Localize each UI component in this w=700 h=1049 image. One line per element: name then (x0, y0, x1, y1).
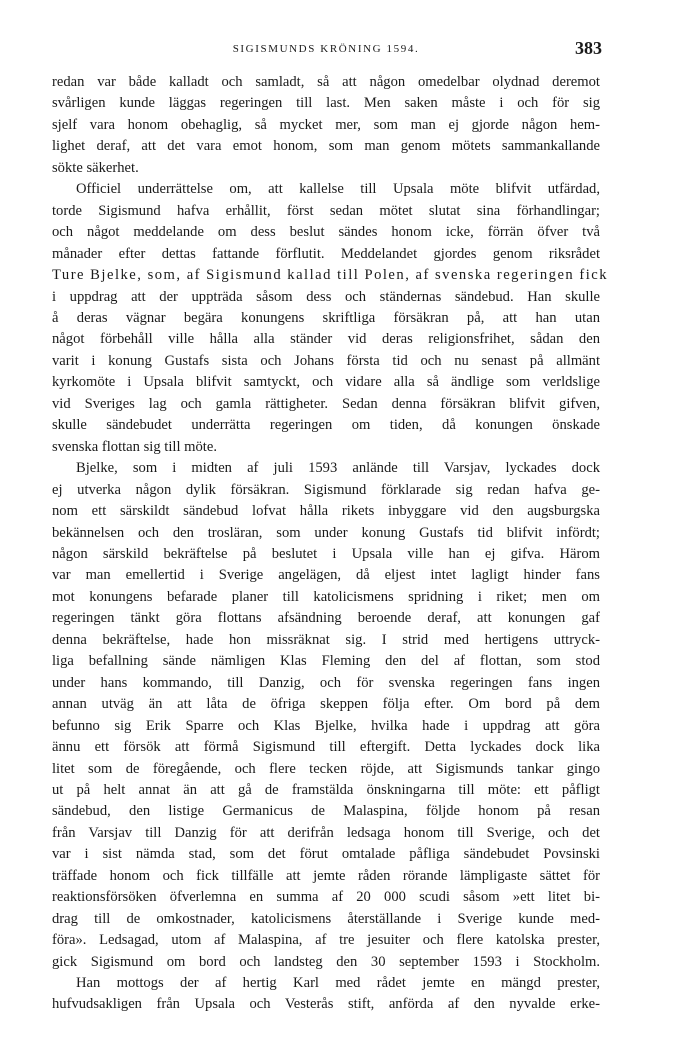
text-line: Han mottogs der af hertig Karl med rådet jemte en mängd prester, (76, 975, 600, 992)
book-page (52, 38, 609, 1016)
text-line: månader efter dettas fattande förflutit. Meddelandet gjordes genom riksrådet (52, 245, 600, 262)
page-header (52, 38, 600, 60)
text-line: var i sist nämda stad, som det förut omtalade påfliga sändebudet Povsinski (52, 846, 600, 863)
person-name: Ture Bjelke, som, af Sigismund kallad till Polen, af svenska regeringen fick (52, 267, 609, 284)
text-line: drag till de omkostnader, katolicismens återställande i Sverige kunde med- (52, 910, 600, 927)
text-line: från Varsjav till Danzig för att derifrån ledsaga honom till Sverige, och det (52, 824, 600, 841)
text-line: träffade honom och fick tillfälle att jemte råden rörande lämpligaste sättet för (52, 867, 600, 884)
text-line: sjelf vara honom obehaglig, så mycket mer, som man ej gjorde någon hem- (52, 116, 600, 133)
text-line: redan var både kalladt och samladt, så att någon omedelbar olydnad deremot (52, 74, 600, 90)
text-line: denna bekräftelse, hade hon missräknat sig. I strid med hertigens uttryck- (52, 631, 600, 648)
text-line: å deras vägnar begära konungens skriftliga försäkran på, att han utan (52, 309, 600, 326)
text-line: svårligen kunde läggas regeringen till last. Men saken måste i och för sig (52, 95, 600, 112)
text-line (52, 265, 609, 286)
text-line: sändebud, den listige Germanicus de Malaspina, följde honom på resan (52, 803, 600, 820)
text-line: och något meddelande om dess beslut sändes honom icke, förrän öfver två (52, 224, 600, 241)
text-line: varit i konung Gustafs sista och Johans första tid och nu senast på allmänt (52, 352, 600, 369)
text-line: föra». Ledsagad, utom af Malaspina, af tre jesuiter och flere katolska prester, (52, 932, 600, 949)
text-line: svenska flottan sig till möte. (52, 438, 217, 455)
text-line: liga befallning sände nämligen Klas Fleming den del af flottan, som stod (52, 653, 600, 670)
text-line: ej utverka någon dylik försäkran. Sigismund förklarade sig redan hafva ge- (52, 481, 600, 498)
text-line: nom ett särskildt sändebud lofvat hålla rikets inbyggare vid den augsburgska (52, 503, 600, 520)
body-text (52, 72, 609, 1016)
text-line: befunno sig Erik Sparre och Klas Bjelke, hvilka hade i uppdrag att göra (52, 717, 600, 734)
text-line: kyrkomöte i Upsala blifvit samtyckt, och vidare alla så ändlige som verldslige (52, 374, 600, 391)
text-line: litet som de föregående, och flere tecken röjde, att Sigismunds tankar gingo (52, 760, 600, 777)
text-line: annan utväg än att låta de öfriga skeppen följa efter. Om bord på dem (52, 696, 600, 713)
text-line: hufvudsakligen från Upsala och Vesterås stift, anförda af den nyvalde erke- (52, 996, 600, 1013)
text-line: i uppdrag att der uppträda såsom dess och ständernas sändebud. Han skulle (52, 288, 600, 305)
page-number: 383 (575, 38, 602, 58)
text-line: reaktionsförsöken öfverlemna en summa af 20 000 scudi såsom »ett litet bi- (52, 889, 600, 906)
text-line: ännu ett försök att förmå Sigismund till eftergift. Detta lyckades dock lika (52, 739, 600, 756)
text-line: ut på helt annat än att gå de framstälda önskningarna till möte: ett påfligt (52, 781, 600, 798)
text-line: vid Sveriges lag och gamla rättigheter. Sedan denna försäkran blifvit gifven, (52, 395, 600, 412)
text-line: var man emellertid i Sverige angelägen, då eljest intet lagligt hinder fans (52, 567, 600, 584)
text-line: gick Sigismund om bord och landsteg den 30 september 1593 i Stockholm. (52, 953, 600, 970)
text-line: något förbehåll ville hålla alla ständer vid deras religionsfrihet, sådan den (52, 331, 600, 348)
text-line: någon särskild bekräftelse på beslutet i Upsala ville han ej gifva. Härom (52, 545, 600, 562)
running-head: SIGISMUNDS KRÖNING 1594. (232, 43, 420, 55)
text-line: regeringen tänkt göra flottans afsändning beroende deraf, att konungen gaf (52, 610, 600, 627)
text-line: skulle sändebudet underrätta regeringen om tiden, då konungen önskade (52, 417, 600, 434)
text-line: under hans kommando, till Danzig, och för svenska regeringen fans ingen (52, 674, 600, 691)
text-line: torde Sigismund hafva erhållit, först sedan mötet slutat sina förhandlingar; (52, 202, 600, 219)
text-line: bekännelsen och den trosläran, som under konung Gustafs tid blifvit infördt; (52, 524, 600, 541)
text-line: Officiel underrättelse om, att kallelse till Upsala möte blifvit utfärdad, (76, 181, 600, 198)
text-line: lighet deraf, att det vara emot honom, som man genom mötets sammankallande (52, 138, 600, 155)
text-line: sökte säkerhet. (52, 159, 139, 176)
text-line: Bjelke, som i midten af juli 1593 anlände till Varsjav, lyckades dock (76, 460, 600, 477)
text-line: mot konungens befarade planer till katolicismens spridning i riket; men om (52, 588, 600, 605)
